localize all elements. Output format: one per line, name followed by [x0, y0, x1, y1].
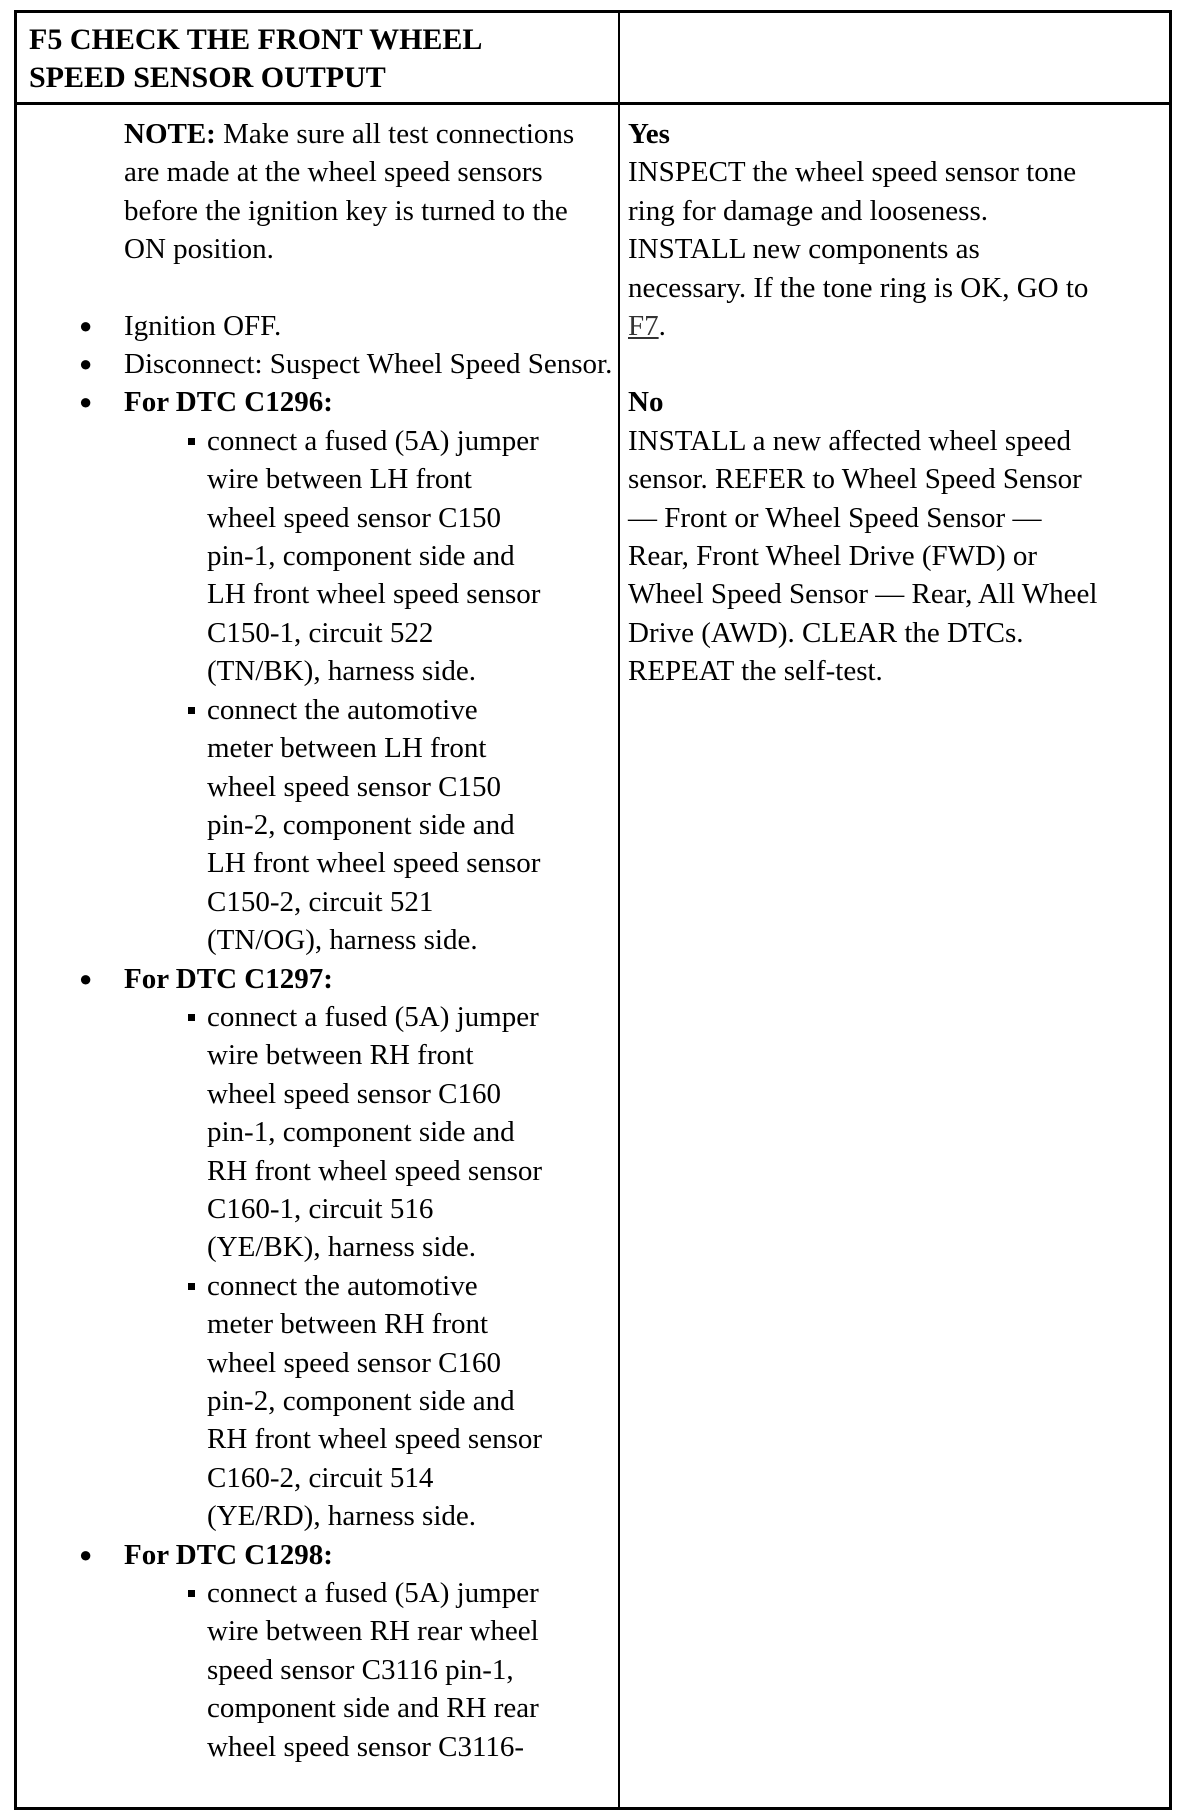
step-list — [17, 307, 612, 1766]
yes-text-end: . — [658, 310, 666, 343]
yes-label: Yes — [628, 118, 670, 150]
dtc-label: For DTC C1298: — [124, 1538, 333, 1571]
note-block — [124, 115, 604, 269]
bullet-icon: ● — [79, 351, 93, 377]
step-text: Disconnect: Suspect Wheel Speed Sensor. — [124, 348, 613, 381]
dtc-group-c1298 — [17, 1536, 614, 1766]
step-title-line-1: F5 CHECK THE FRONT WHEEL — [29, 23, 483, 56]
result-header-cell — [620, 13, 1169, 105]
yes-response — [628, 115, 1098, 345]
dtc-substep — [17, 1574, 614, 1766]
no-response — [628, 383, 1098, 690]
bullet-icon: ● — [79, 312, 93, 338]
step-text: Ignition OFF. — [124, 309, 282, 342]
dtc-substep-list — [124, 422, 614, 960]
dtc-substep-text: connect the automotive meter between RH front wheel speed sensor C160 pin-2, component side and RH front wheel speed sensor C160-2, circuit 514 (YE/RD), harness side. — [207, 1269, 543, 1533]
step-header-cell — [17, 13, 620, 105]
note-label: NOTE: — [124, 118, 216, 150]
dtc-substep — [17, 998, 614, 1267]
dtc-substep-text: connect the automotive meter between LH front wheel speed sensor C150 pin-2, component side and LH front wheel speed sensor C150-2, circuit 521 (TN/OG), harness side. — [207, 693, 541, 957]
step-title — [29, 21, 608, 97]
dtc-substep — [17, 422, 614, 691]
dtc-substep-list — [124, 998, 614, 1536]
dtc-substep-text: connect a fused (5A) jumper wire between RH rear wheel speed sensor C3116 pin-1, component side and RH rear wheel speed sensor C3116- — [207, 1577, 539, 1763]
bullet-icon: ● — [79, 965, 93, 991]
dtc-group-c1297 — [17, 960, 614, 1536]
square-bullet-icon — [188, 1283, 195, 1290]
square-bullet-icon — [188, 1590, 195, 1597]
dtc-label: For DTC C1297: — [124, 962, 333, 995]
diagnostic-table — [14, 10, 1172, 1810]
go-to-step-link[interactable]: F7 — [628, 310, 659, 343]
dtc-label: For DTC C1296: — [124, 386, 333, 419]
no-text: INSTALL a new affected wheel speed sensor. REFER to Wheel Speed Sensor — Front or Wheel Speed Sensor — Rear, Front Wheel Drive (FWD) or Wheel Speed Sensor — Rear, All Wheel Drive (AWD). CLEAR the DTCs. REPEAT the self-test. — [628, 424, 1098, 688]
step-item — [17, 307, 614, 345]
yes-text: INSPECT the wheel speed sensor tone ring for damage and looseness. INSTALL new components as necessary. If the tone ring is OK, GO to — [628, 156, 1089, 304]
square-bullet-icon — [188, 1014, 195, 1021]
procedure-cell — [17, 105, 620, 1807]
dtc-substep-text: connect a fused (5A) jumper wire between RH front wheel speed sensor C160 pin-1, component side and RH front wheel speed sensor C160-1, circuit 516 (YE/BK), harness side. — [207, 1000, 543, 1264]
dtc-substep — [17, 691, 614, 960]
dtc-substep — [17, 1267, 614, 1536]
square-bullet-icon — [188, 707, 195, 714]
no-label: No — [628, 386, 664, 419]
square-bullet-icon — [188, 438, 195, 445]
note-text: Make sure all test connections are made at the wheel speed sensors before the ignition key is turned to the ON position. — [124, 118, 575, 266]
result-cell — [620, 105, 1169, 1807]
dtc-substep-text: connect a fused (5A) jumper wire between LH front wheel speed sensor C150 pin-1, component side and LH front wheel speed sensor C150-1, circuit 522 (TN/BK), harness side. — [207, 424, 541, 688]
step-title-line-2: SPEED SENSOR OUTPUT — [29, 61, 386, 94]
bullet-icon: ● — [79, 389, 93, 415]
step-item — [17, 345, 614, 383]
dtc-substep-list — [124, 1574, 614, 1766]
bullet-icon: ● — [79, 1541, 93, 1567]
dtc-group-c1296 — [17, 383, 614, 959]
